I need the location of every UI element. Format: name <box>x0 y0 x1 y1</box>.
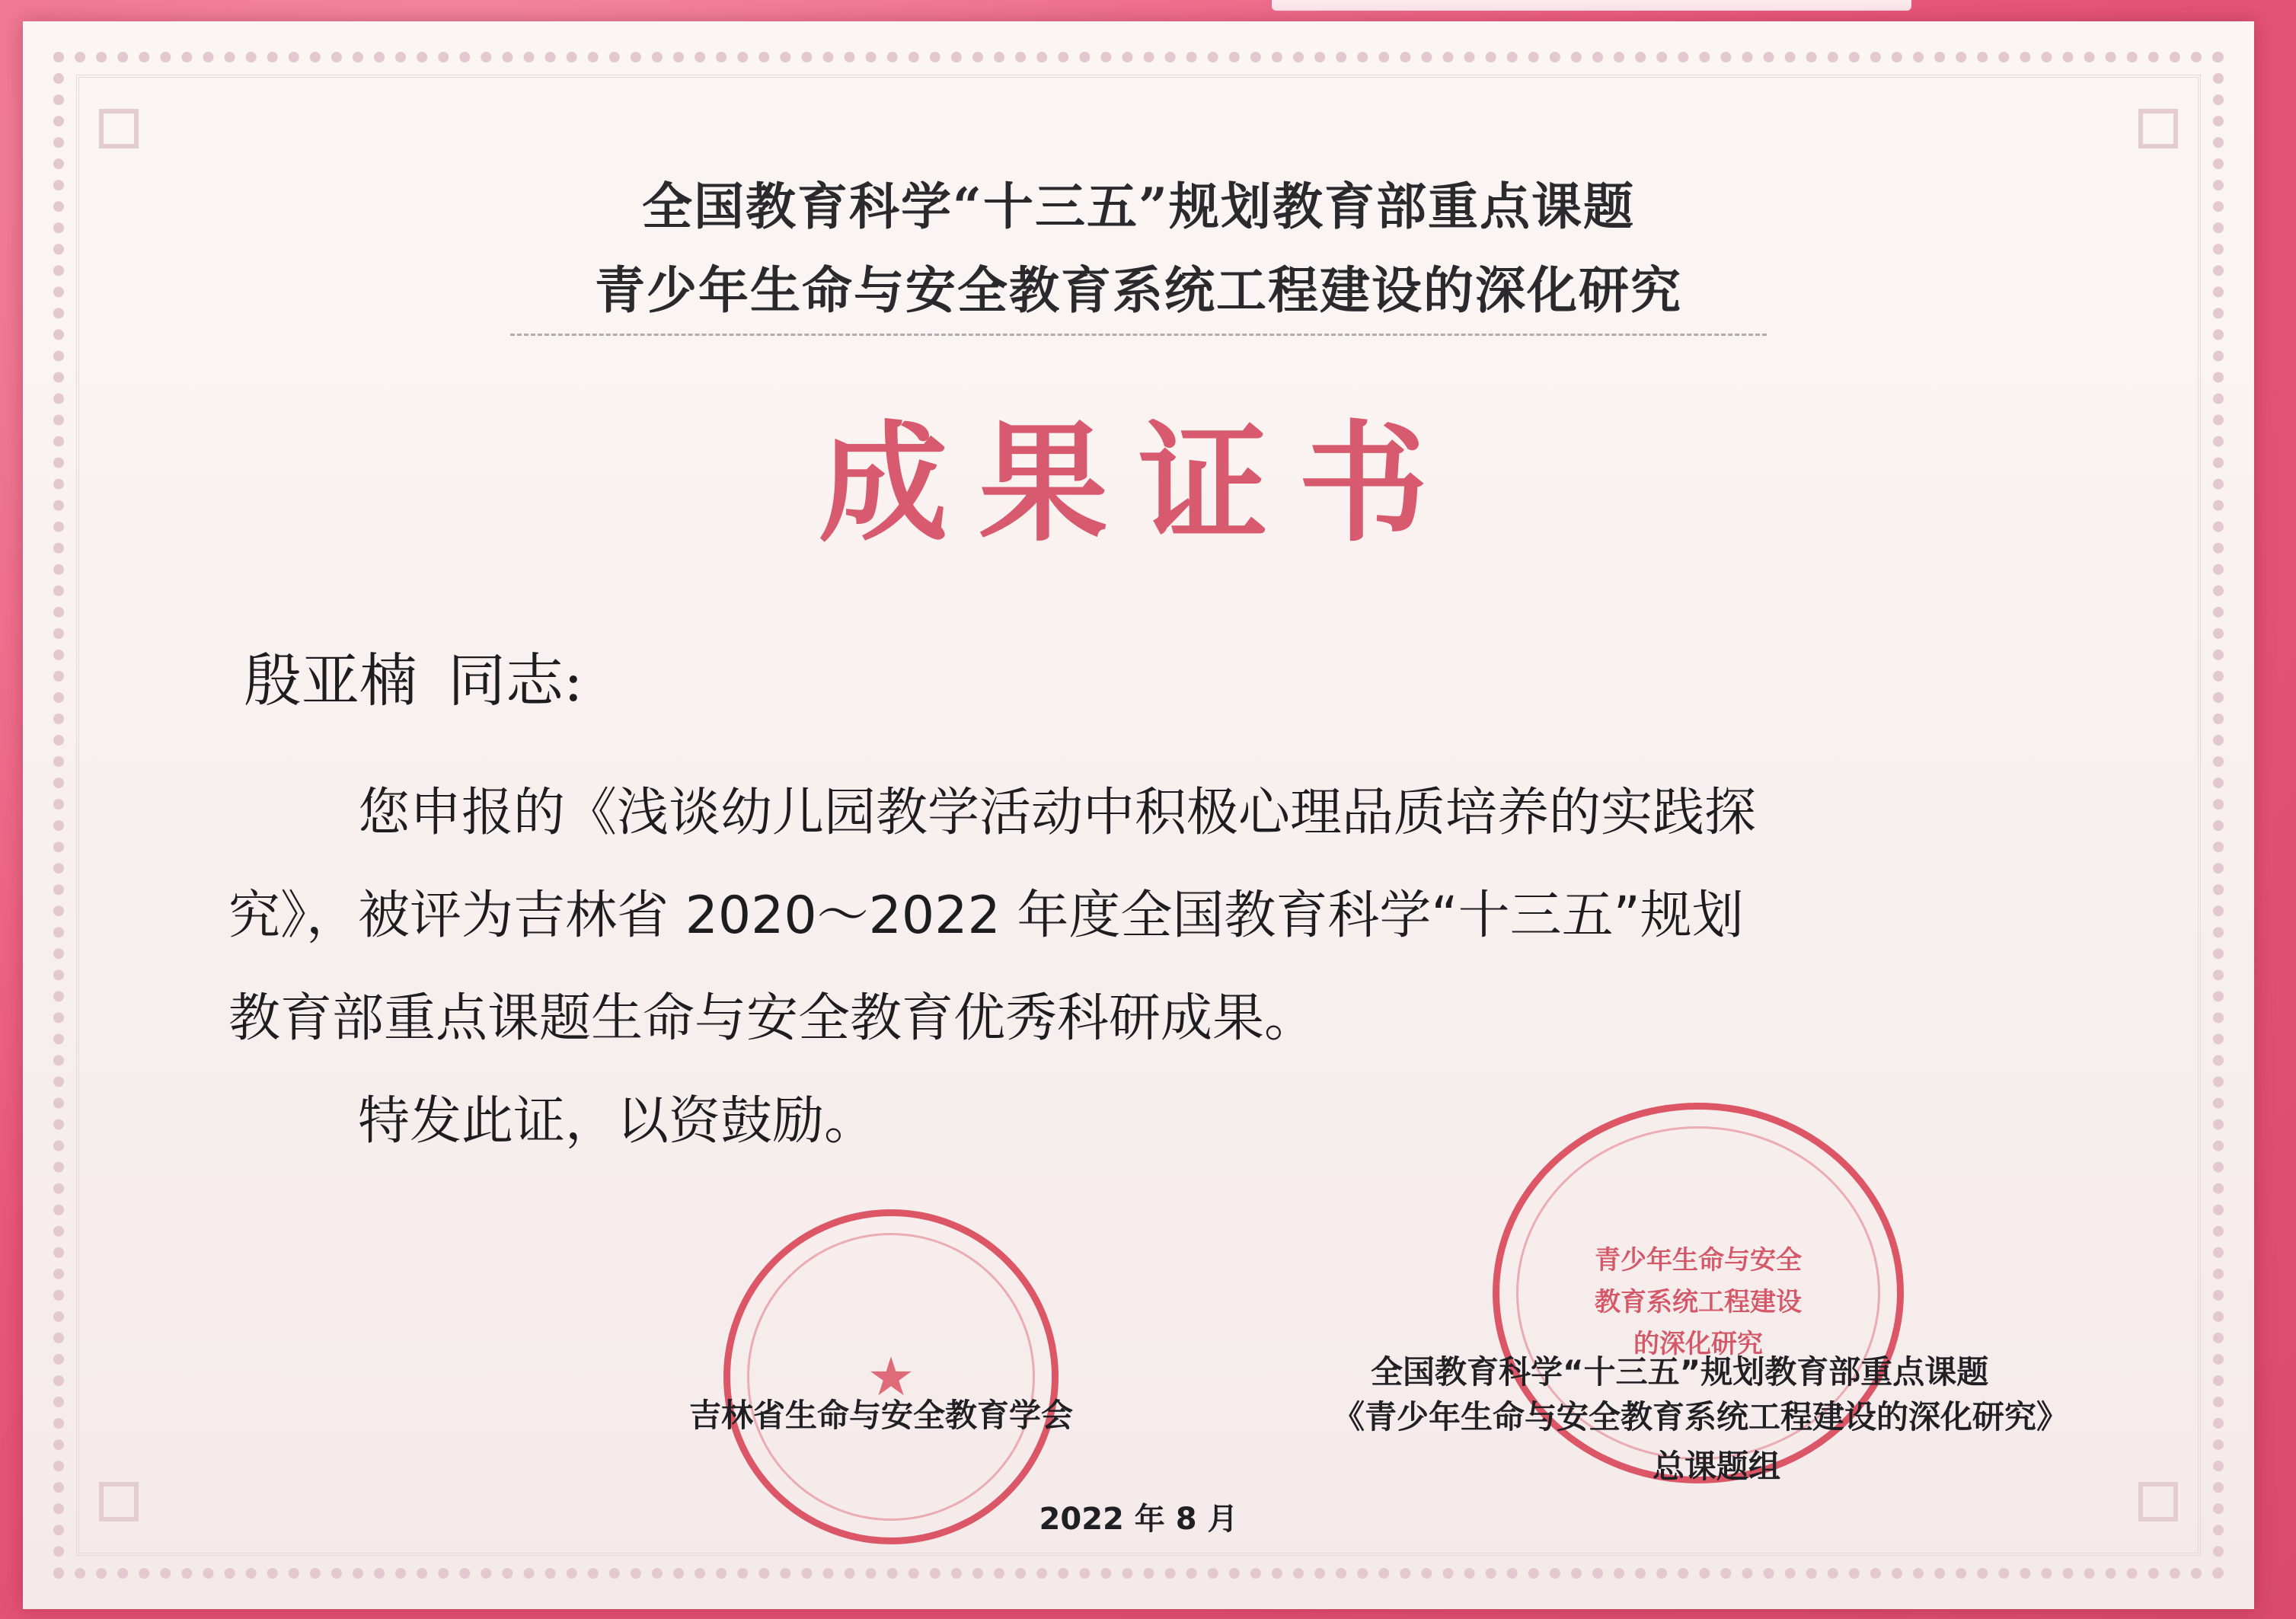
header-line-2: 青少年生命与安全教育系统工程建设的深化研究 <box>595 260 1682 320</box>
corner-ornament-top-right <box>2138 109 2178 148</box>
certificate-title: 成果证书 <box>818 409 1458 560</box>
issuer-right-line-1: 全国教育科学“十三五”规划教育部重点课题 <box>1371 1353 1989 1391</box>
certificate-sheet <box>23 21 2254 1609</box>
recipient-name: 殷亚楠 <box>244 647 417 714</box>
issuer-right-line-2: 《青少年生命与安全教育系统工程建设的深化研究》 <box>1333 1398 2069 1435</box>
corner-ornament-top-left <box>99 109 139 148</box>
seal-right-text-3: 的深化研究 <box>1633 1329 1763 1359</box>
issuer-left: 吉林省生命与安全教育学会 <box>689 1397 1074 1434</box>
seal-star-icon: ★ <box>867 1346 915 1408</box>
recipient-line <box>244 634 583 717</box>
body-line-1: 您申报的《浅谈幼儿园教学活动中积极心理品质培养的实践探 <box>358 783 1757 843</box>
seal-right-text-2: 教育系统工程建设 <box>1595 1287 1802 1317</box>
official-seal-left <box>723 1209 1059 1544</box>
body-line-4: 特发此证，以资鼓励。 <box>358 1091 877 1151</box>
seal-right-text-1: 青少年生命与安全 <box>1595 1245 1802 1276</box>
body-line-2: 究》，被评为吉林省 2020～2022 年度全国教育科学“十三五”规划 <box>228 886 1744 946</box>
header-line-1: 全国教育科学“十三五”规划教育部重点课题 <box>642 177 1635 236</box>
recipient-salutation: 同志: <box>448 647 583 714</box>
issue-date: 2022 年 8 月 <box>1039 1502 1238 1537</box>
top-edge-strip <box>1272 0 1911 11</box>
body-line-3: 教育部重点课题生命与安全教育优秀科研成果。 <box>228 988 1317 1049</box>
header-divider <box>510 334 1767 336</box>
issuer-right-line-3: 总课题组 <box>1653 1448 1781 1485</box>
